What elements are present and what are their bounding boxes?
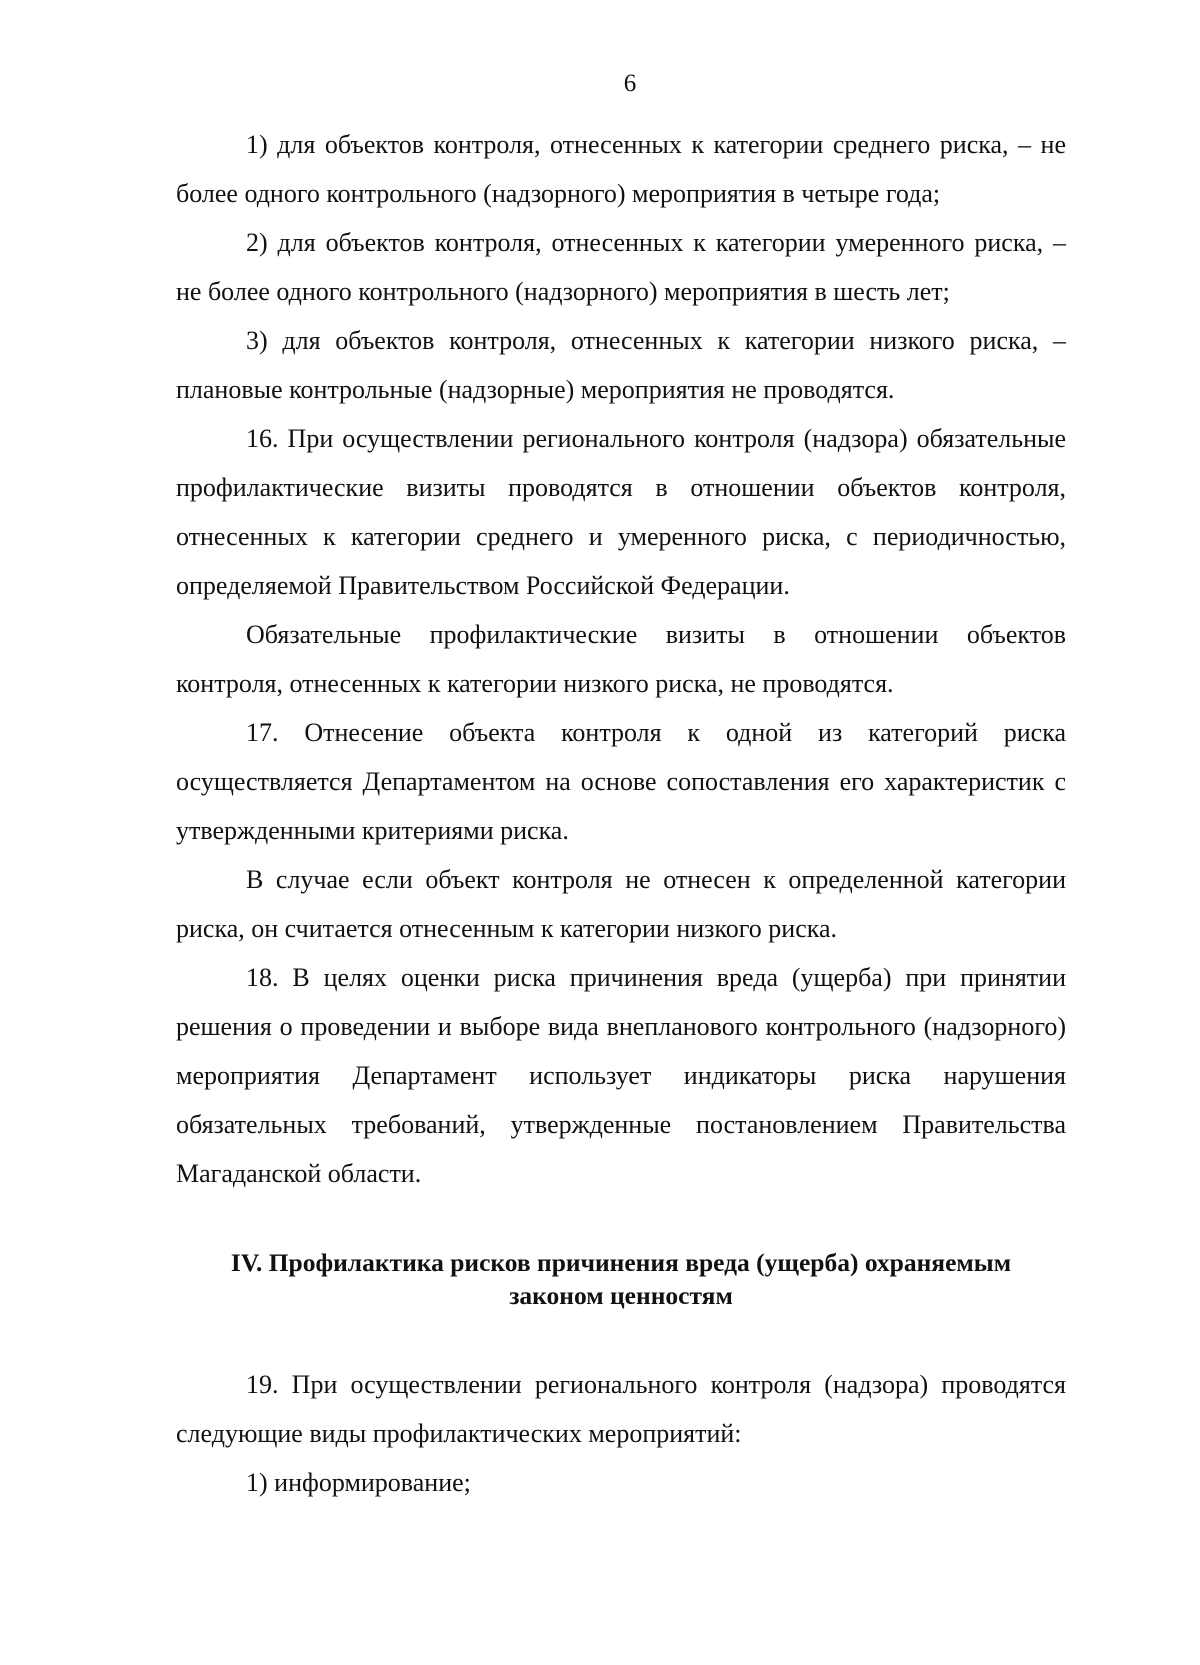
paragraph-item-2: 2) для объектов контроля, отнесенных к категории умеренного риска, – не более одного контрольного (надзорного) мероприятия в шесть лет; [176,228,1066,306]
paragraph-list-item-1: 1) информирование; [246,1468,471,1497]
paragraph-clause-19: 19. При осуществлении регионального контроля (надзора) проводятся следующие виды профилактических мероприятий: [176,1370,1066,1448]
paragraph-clause-18: 18. В целях оценки риска причинения вреда (ущерба) при принятии решения о проведении и выборе вида внепланового контрольного (надзорного) мероприятия Департамент использует индикаторы риска нарушения обязательных требований, утвержденные постановлением Правительства Магаданской области. [176,963,1066,1188]
paragraph-item-1: 1) для объектов контроля, отнесенных к категории среднего риска, – не более одного контрольного (надзорного) мероприятия в четыре года; [176,130,1066,208]
section-heading [176,1246,1066,1312]
section-heading-line-1: IV. Профилактика рисков причинения вреда (ущерба) охраняемым [230,1248,1012,1277]
document-body [176,120,1066,1507]
paragraph-clause-17: 17. Отнесение объекта контроля к одной из категорий риска осуществляется Департаментом на основе сопоставления его характеристик с утвержденными критериями риска. [176,718,1066,845]
page-number: 6 [623,70,637,97]
paragraph-clause-17-continued: В случае если объект контроля не отнесен к определенной категории риска, он считается отнесенным к категории низкого риска. [176,865,1066,943]
paragraph-item-3: 3) для объектов контроля, отнесенных к категории низкого риска, – плановые контрольные (надзорные) мероприятия не проводятся. [176,326,1066,404]
section-heading-line-2: законом ценностям [509,1281,733,1310]
paragraph-clause-16-continued: Обязательные профилактические визиты в отношении объектов контроля, отнесенных к категории низкого риска, не проводятся. [176,620,1066,698]
paragraph-clause-16: 16. При осуществлении регионального контроля (надзора) обязательные профилактические визиты проводятся в отношении объектов контроля, отнесенных к категории среднего и умеренного риска, с периодичностью, определяемой Правительством Российской Федерации. [176,424,1066,600]
